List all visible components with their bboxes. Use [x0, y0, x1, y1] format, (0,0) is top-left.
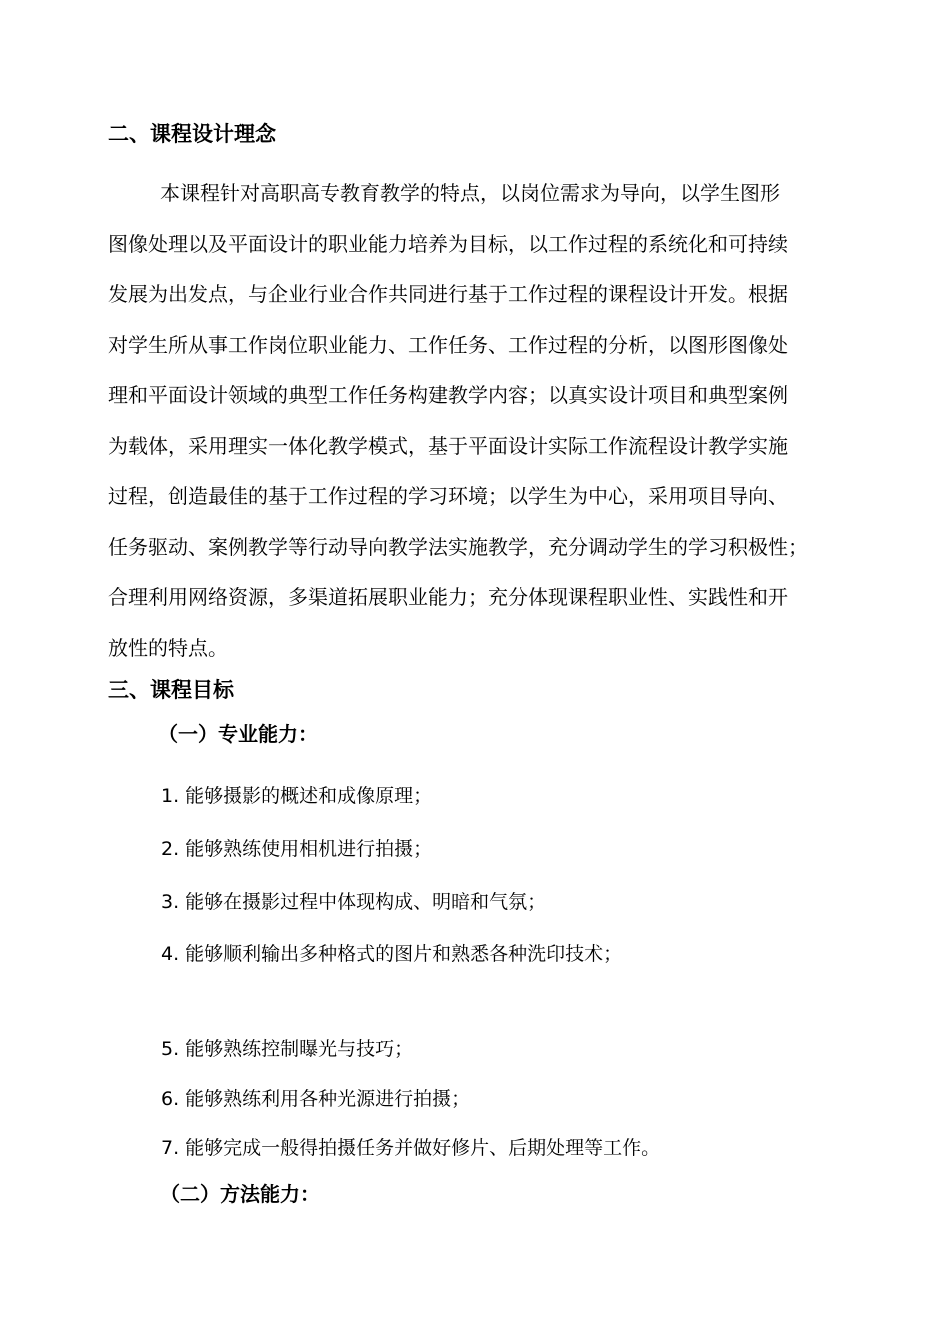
subheading-professional-ability: （一）专业能力： — [158, 722, 318, 746]
list-item: 5. 能够熟练控制曝光与技巧； — [161, 1038, 414, 1060]
subheading-method-ability: （二）方法能力： — [160, 1182, 320, 1206]
course-design-paragraph — [108, 168, 868, 673]
list-item: 3. 能够在摄影过程中体现构成、明暗和气氛； — [161, 891, 547, 913]
paragraph-line: 本课程针对高职高专教育教学的特点，以岗位需求为导向，以学生图形 — [160, 181, 780, 205]
paragraph-line: 过程，创造最佳的基于工作过程的学习环境；以学生为中心，采用项目导向、 — [108, 484, 788, 508]
paragraph-line: 对学生所从事工作岗位职业能力、工作任务、工作过程的分析，以图形图像处 — [108, 332, 788, 357]
list-item: 4. 能够顺利输出多种格式的图片和熟悉各种洗印技术； — [161, 943, 623, 965]
list-item: 7. 能够完成一般得拍摄任务并做好修片、后期处理等工作。 — [161, 1137, 661, 1159]
paragraph-line: 发展为出发点，与企业行业合作共同进行基于工作过程的课程设计开发。根据 — [108, 282, 788, 306]
list-item: 1. 能够摄影的概述和成像原理； — [161, 785, 433, 807]
paragraph-line: 放性的特点。 — [108, 635, 228, 660]
list-item: 6. 能够熟练利用各种光源进行拍摄； — [161, 1088, 471, 1110]
paragraph-line: 为载体，采用理实一体化教学模式，基于平面设计实际工作流程设计教学实施 — [108, 433, 788, 458]
section-heading-course-design: 二、课程设计理念 — [108, 122, 276, 146]
paragraph-line: 任务驱动、案例教学等行动导向教学法实施教学，充分调动学生的学习积极性； — [108, 534, 808, 559]
paragraph-line: 理和平面设计领域的典型工作任务构建教学内容；以真实设计项目和典型案例 — [108, 383, 788, 407]
paragraph-line: 合理利用网络资源，多渠道拓展职业能力；充分体现课程职业性、实践性和开 — [108, 585, 788, 609]
section-heading-course-goals: 三、课程目标 — [108, 678, 234, 702]
paragraph-line: 图像处理以及平面设计的职业能力培养为目标，以工作过程的系统化和可持续 — [108, 231, 788, 256]
list-item: 2. 能够熟练使用相机进行拍摄； — [161, 838, 433, 860]
